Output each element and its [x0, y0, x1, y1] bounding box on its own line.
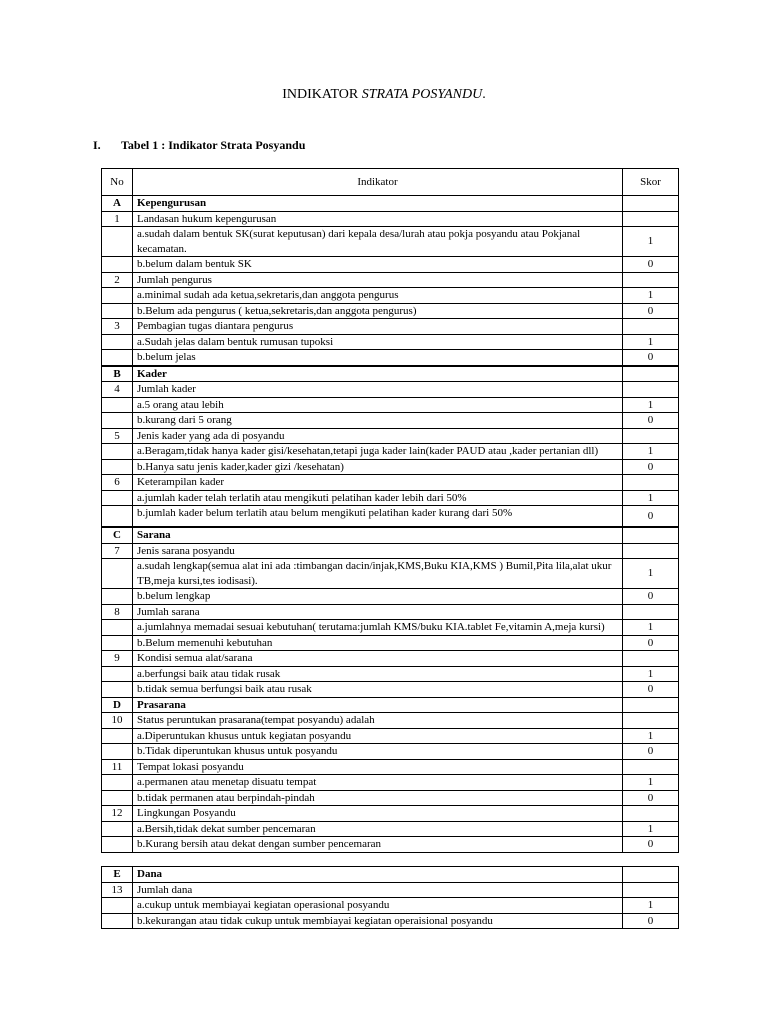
- row-indicator: b.Tidak diperuntukan khusus untuk posyandu: [133, 744, 623, 760]
- section-row: [102, 196, 679, 212]
- row-skor: [623, 806, 679, 822]
- header-no: No: [102, 169, 133, 196]
- row-no: [102, 397, 133, 413]
- title-italic: STRATA POSYANDU: [361, 87, 483, 102]
- row-indicator: Jumlah dana: [133, 882, 623, 898]
- row-indicator: Sarana: [133, 527, 623, 543]
- row-no: [102, 334, 133, 350]
- table-row: [102, 589, 679, 605]
- table-row: [102, 682, 679, 698]
- section-heading: [93, 138, 305, 153]
- row-skor: 0: [623, 682, 679, 698]
- row-no: [102, 821, 133, 837]
- row-indicator: b.Kurang bersih atau dekat dengan sumber pencemaran: [133, 837, 623, 853]
- row-no: [102, 459, 133, 475]
- row-no: [102, 227, 133, 257]
- section-row: [102, 366, 679, 382]
- row-no: 13: [102, 882, 133, 898]
- row-no: 8: [102, 604, 133, 620]
- row-no: 4: [102, 382, 133, 398]
- row-indicator: b.belum dalam bentuk SK: [133, 257, 623, 273]
- row-no: [102, 682, 133, 698]
- row-skor: [623, 713, 679, 729]
- row-skor: 1: [623, 898, 679, 914]
- table-row: [102, 428, 679, 444]
- row-indicator: b.Hanya satu jenis kader,kader gizi /kesehatan): [133, 459, 623, 475]
- table-row: [102, 350, 679, 366]
- row-indicator: a.sudah lengkap(semua alat ini ada :timbangan dacin/injak,KMS,Buku KIA,KMS ) Bumil,Pita lila,alat ukur TB,meja kursi,tes iodisasi).: [133, 559, 623, 589]
- row-indicator: a.5 orang atau lebih: [133, 397, 623, 413]
- table-row: [102, 543, 679, 559]
- row-skor: 1: [623, 444, 679, 460]
- row-indicator: a.jumlahnya memadai sesuai kebutuhan( terutama:jumlah KMS/buku KIA.tablet Fe,vitamin A,meja kursi): [133, 620, 623, 636]
- table-row: [102, 227, 679, 257]
- row-no: [102, 444, 133, 460]
- header-skor: Skor: [623, 169, 679, 196]
- row-no: [102, 666, 133, 682]
- table-row: [102, 759, 679, 775]
- row-skor: 0: [623, 589, 679, 605]
- header-indikator: Indikator: [133, 169, 623, 196]
- row-no: 12: [102, 806, 133, 822]
- table-row: [102, 334, 679, 350]
- table-row: [102, 620, 679, 636]
- table-row: [102, 775, 679, 791]
- row-no: [102, 913, 133, 929]
- table-row: [102, 459, 679, 475]
- table-row: [102, 272, 679, 288]
- row-indicator: b.jumlah kader belum terlatih atau belum mengikuti pelatihan kader kurang dari 50%: [133, 506, 623, 528]
- row-no: [102, 413, 133, 429]
- row-no: [102, 506, 133, 528]
- row-no: 1: [102, 211, 133, 227]
- table-row: [102, 821, 679, 837]
- table-row: [102, 913, 679, 929]
- row-indicator: Jenis sarana posyandu: [133, 543, 623, 559]
- table-row: [102, 713, 679, 729]
- row-skor: 1: [623, 775, 679, 791]
- row-indicator: b.kurang dari 5 orang: [133, 413, 623, 429]
- row-skor: [623, 882, 679, 898]
- table-row: [102, 728, 679, 744]
- row-skor: 1: [623, 334, 679, 350]
- title-main: INDIKATOR: [282, 87, 362, 102]
- row-indicator: b.belum lengkap: [133, 589, 623, 605]
- row-no: 10: [102, 713, 133, 729]
- table-row: [102, 898, 679, 914]
- table-row: [102, 506, 679, 528]
- row-skor: [623, 604, 679, 620]
- row-no: 11: [102, 759, 133, 775]
- row-indicator: Lingkungan Posyandu: [133, 806, 623, 822]
- row-indicator: a.Beragam,tidak hanya kader gisi/kesehatan,tetapi juga kader lain(kader PAUD atau ,kader pertanian dll): [133, 444, 623, 460]
- row-no: [102, 728, 133, 744]
- section-label: Tabel 1 : Indikator Strata Posyandu: [121, 138, 306, 152]
- row-skor: 0: [623, 350, 679, 366]
- row-indicator: Landasan hukum kepengurusan: [133, 211, 623, 227]
- section-row: [102, 697, 679, 713]
- row-skor: 1: [623, 397, 679, 413]
- row-indicator: b.kekurangan atau tidak cukup untuk membiayai kegiatan operaisional posyandu: [133, 913, 623, 929]
- table-header-row: [102, 169, 679, 196]
- row-no: B: [102, 366, 133, 382]
- row-no: [102, 635, 133, 651]
- row-skor: [623, 382, 679, 398]
- row-no: 9: [102, 651, 133, 667]
- table-row: [102, 604, 679, 620]
- row-indicator: Kondisi semua alat/sarana: [133, 651, 623, 667]
- row-indicator: Keterampilan kader: [133, 475, 623, 491]
- row-skor: 1: [623, 620, 679, 636]
- table-row: [102, 559, 679, 589]
- row-no: [102, 620, 133, 636]
- table-row: [102, 257, 679, 273]
- row-skor: 1: [623, 559, 679, 589]
- row-no: [102, 898, 133, 914]
- row-skor: 1: [623, 288, 679, 304]
- table-row: [102, 444, 679, 460]
- row-indicator: a.minimal sudah ada ketua,sekretaris,dan anggota pengurus: [133, 288, 623, 304]
- row-indicator: a.permanen atau menetap disuatu tempat: [133, 775, 623, 791]
- row-indicator: Jumlah sarana: [133, 604, 623, 620]
- row-skor: 0: [623, 837, 679, 853]
- row-indicator: Prasarana: [133, 697, 623, 713]
- row-no: [102, 837, 133, 853]
- row-indicator: b.Belum ada pengurus ( ketua,sekretaris,dan anggota pengurus): [133, 303, 623, 319]
- row-indicator: b.tidak semua berfungsi baik atau rusak: [133, 682, 623, 698]
- row-skor: [623, 366, 679, 382]
- row-skor: 1: [623, 490, 679, 506]
- table-row: [102, 319, 679, 335]
- row-skor: 1: [623, 728, 679, 744]
- row-no: [102, 775, 133, 791]
- row-no: [102, 589, 133, 605]
- row-indicator: Jumlah kader: [133, 382, 623, 398]
- row-no: [102, 559, 133, 589]
- row-indicator: b.Belum memenuhi kebutuhan: [133, 635, 623, 651]
- row-no: C: [102, 527, 133, 543]
- table-row: [102, 211, 679, 227]
- row-no: [102, 257, 133, 273]
- row-skor: 0: [623, 459, 679, 475]
- table-row: [102, 490, 679, 506]
- table-row: [102, 382, 679, 398]
- row-skor: [623, 211, 679, 227]
- row-no: [102, 303, 133, 319]
- row-indicator: a.Bersih,tidak dekat sumber pencemaran: [133, 821, 623, 837]
- row-skor: [623, 196, 679, 212]
- indicator-table: [101, 168, 679, 853]
- row-skor: [623, 272, 679, 288]
- row-indicator: a.jumlah kader telah terlatih atau mengikuti pelatihan kader lebih dari 50%: [133, 490, 623, 506]
- table-row: [102, 397, 679, 413]
- row-no: 6: [102, 475, 133, 491]
- row-indicator: a.cukup untuk membiayai kegiatan operasional posyandu: [133, 898, 623, 914]
- row-indicator: Tempat lokasi posyandu: [133, 759, 623, 775]
- table-row: [102, 744, 679, 760]
- table-row: [102, 651, 679, 667]
- row-skor: [623, 475, 679, 491]
- row-skor: 0: [623, 303, 679, 319]
- row-skor: 1: [623, 821, 679, 837]
- row-no: [102, 350, 133, 366]
- row-skor: 1: [623, 666, 679, 682]
- row-skor: [623, 319, 679, 335]
- title-end: .: [482, 87, 486, 102]
- row-skor: [623, 697, 679, 713]
- row-skor: 0: [623, 913, 679, 929]
- section-row: [102, 867, 679, 883]
- row-skor: [623, 867, 679, 883]
- row-skor: [623, 527, 679, 543]
- table-row: [102, 666, 679, 682]
- table-row: [102, 837, 679, 853]
- row-no: [102, 790, 133, 806]
- row-skor: 0: [623, 744, 679, 760]
- row-no: [102, 744, 133, 760]
- section-row: [102, 527, 679, 543]
- table-row: [102, 303, 679, 319]
- section-number: I.: [93, 138, 101, 152]
- row-indicator: Jumlah pengurus: [133, 272, 623, 288]
- row-skor: [623, 651, 679, 667]
- row-indicator: a.berfungsi baik atau tidak rusak: [133, 666, 623, 682]
- row-skor: [623, 428, 679, 444]
- row-no: 2: [102, 272, 133, 288]
- table-row: [102, 475, 679, 491]
- row-indicator: b.tidak permanen atau berpindah-pindah: [133, 790, 623, 806]
- row-indicator: a.sudah dalam bentuk SK(surat keputusan) dari kepala desa/lurah atau pokja posyandu atau Pokjanal kecamatan.: [133, 227, 623, 257]
- row-indicator: a.Sudah jelas dalam bentuk rumusan tupoksi: [133, 334, 623, 350]
- row-indicator: Kader: [133, 366, 623, 382]
- table-row: [102, 288, 679, 304]
- page-title: [0, 87, 768, 103]
- row-skor: 0: [623, 506, 679, 528]
- row-no: E: [102, 867, 133, 883]
- table-row: [102, 635, 679, 651]
- row-no: A: [102, 196, 133, 212]
- table-row: [102, 806, 679, 822]
- row-no: 3: [102, 319, 133, 335]
- row-indicator: a.Diperuntukan khusus untuk kegiatan posyandu: [133, 728, 623, 744]
- row-no: 5: [102, 428, 133, 444]
- row-skor: [623, 543, 679, 559]
- row-skor: 0: [623, 413, 679, 429]
- indicator-table-dana: [101, 866, 679, 929]
- row-indicator: Status peruntukan prasarana(tempat posyandu) adalah: [133, 713, 623, 729]
- table-row: [102, 413, 679, 429]
- row-indicator: Jenis kader yang ada di posyandu: [133, 428, 623, 444]
- row-indicator: b.belum jelas: [133, 350, 623, 366]
- table-row: [102, 882, 679, 898]
- row-indicator: Pembagian tugas diantara pengurus: [133, 319, 623, 335]
- row-no: D: [102, 697, 133, 713]
- row-skor: 0: [623, 635, 679, 651]
- row-indicator: Kepengurusan: [133, 196, 623, 212]
- row-skor: 0: [623, 790, 679, 806]
- row-no: [102, 490, 133, 506]
- table-row: [102, 790, 679, 806]
- row-skor: 1: [623, 227, 679, 257]
- row-indicator: Dana: [133, 867, 623, 883]
- row-skor: [623, 759, 679, 775]
- row-skor: 0: [623, 257, 679, 273]
- row-no: 7: [102, 543, 133, 559]
- row-no: [102, 288, 133, 304]
